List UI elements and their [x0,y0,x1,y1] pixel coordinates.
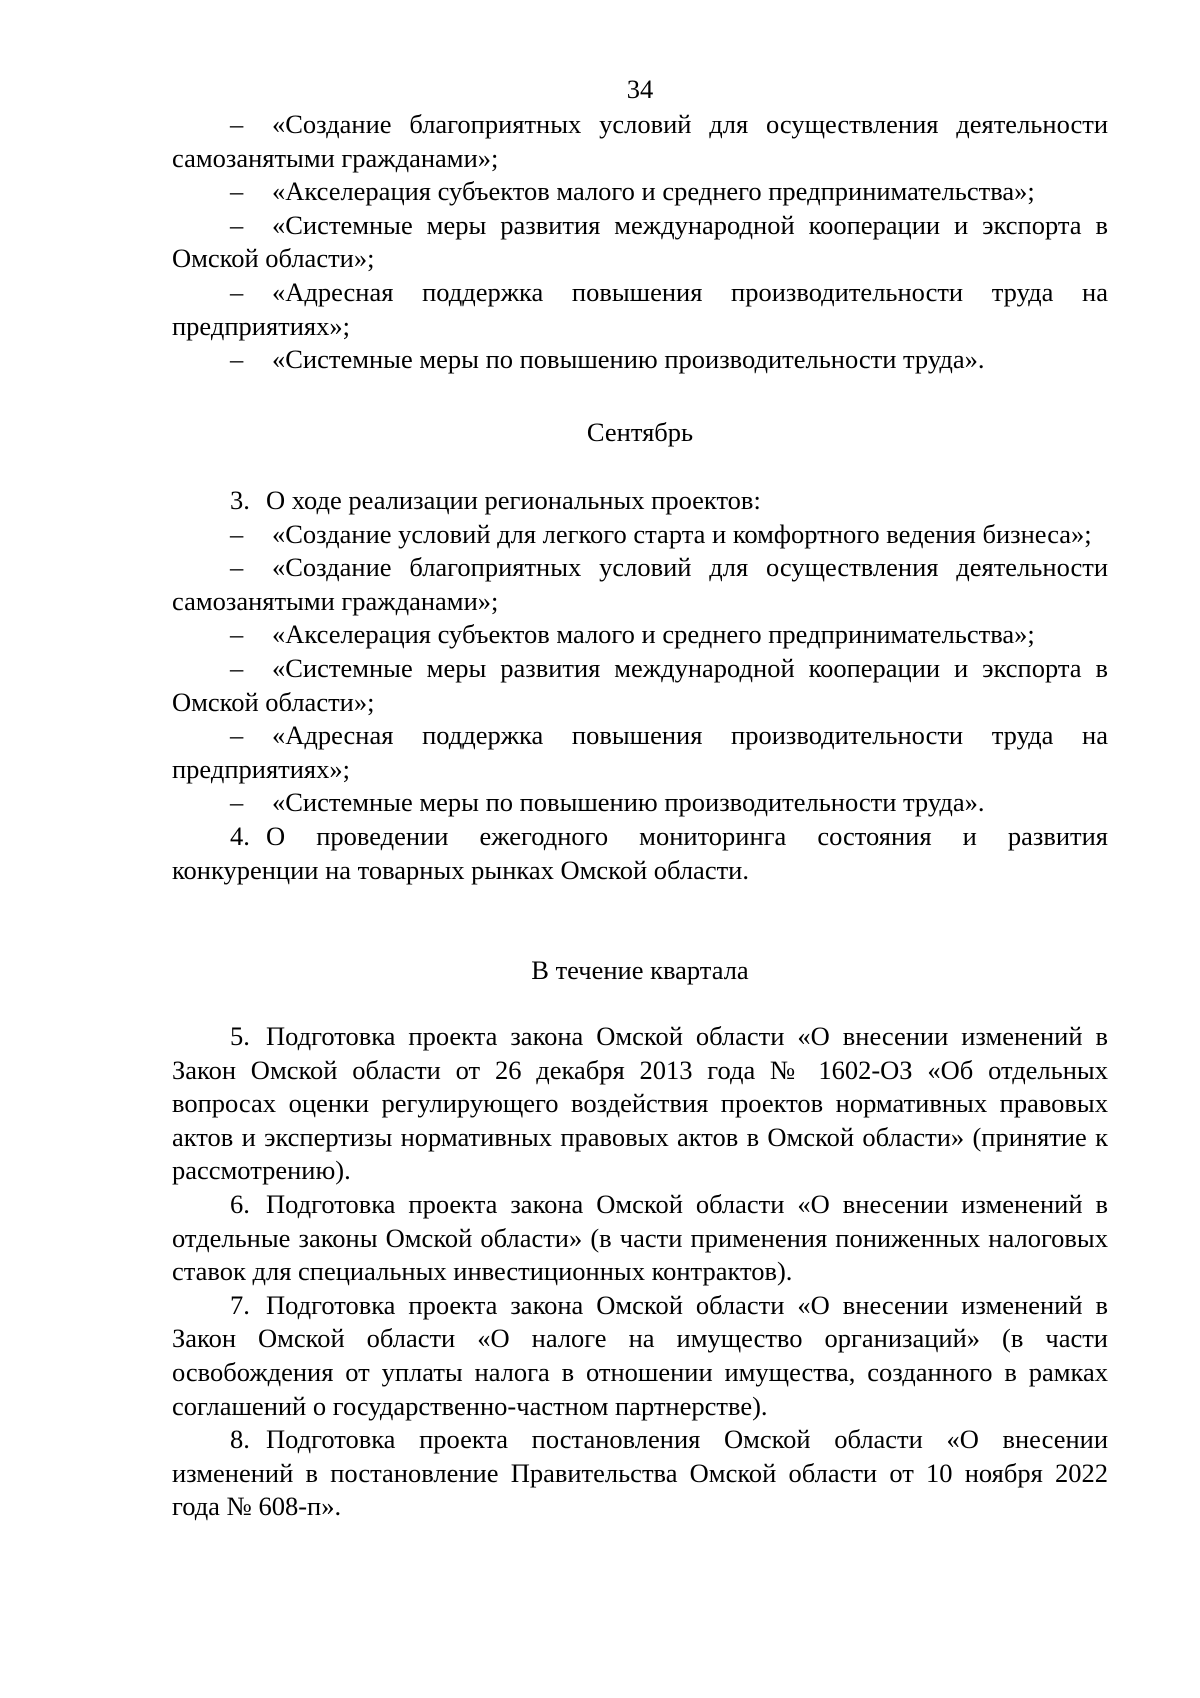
list-item: – «Адресная поддержка повышения производительности труда на предприятиях»; [172,276,1108,341]
dash-marker: – [230,109,244,139]
dash-marker: – [230,619,244,650]
dash-marker: – [230,518,244,549]
dash-marker: – [230,720,244,751]
dash-marker: – [230,552,244,583]
section-september-list [172,484,1108,887]
numbered-item: 3. О ходе реализации региональных проектов: [172,484,1108,518]
heading-quarter-block [172,954,1108,988]
section-heading: В течение квартала [531,955,749,985]
list-item: – «Акселерация субъектов малого и среднего предпринимательства»; [172,175,1108,209]
dash-marker: – [230,176,244,207]
list-item: – «Создание благоприятных условий для осуществления деятельности самозанятыми гражданами»; [172,109,1108,173]
dash-marker: – [230,652,244,683]
page-number: 34 [626,74,654,104]
item-number: 7. [230,1289,250,1320]
list-item: – «Создание условий для легкого старта и комфортного ведения бизнеса»; [172,518,1108,552]
list-item: – «Системные меры развития международной кооперации и экспорта в Омской области»; [172,652,1108,717]
numbered-item: 8. Подготовка проекта постановления Омской области «О внесении изменений в постановление Правительства Омской области от 10 ноября 2022 года № 608-п». [172,1424,1108,1522]
item-number: 6. [230,1188,250,1219]
item-number: 8. [230,1424,250,1455]
list-item: – «Адресная поддержка повышения производительности труда на предприятиях»; [172,720,1108,784]
item-number: 4. [230,820,250,851]
list-item: – «Создание благоприятных условий для осуществления деятельности самозанятыми гражданами»; [172,552,1108,616]
numbered-item: 5. Подготовка проекта закона Омской области «О внесении изменений в Закон Омской области от 26 декабря 2013 года № 1602-ОЗ «Об отдельных вопросах оценки регулирующего воздействия проектов нормативных правовых актов и экспертизы нормативных правовых актов в Омской области» (принятие к рассмотрению). [172,1021,1108,1186]
item-number: 5. [230,1021,250,1051]
item-number: 3. [230,485,250,515]
numbered-item: 6. Подготовка проекта закона Омской области «О внесении изменений в отдельные законы Омской области» (в части применения пониженных налоговых ставок для специальных инвестиционных контрактов). [172,1188,1108,1287]
numbered-item: 4. О проведении ежегодного мониторинга состояния и развития конкуренции на товарных рынках Омской области. [172,820,1108,885]
list-item: – «Акселерация субъектов малого и среднего предпринимательства»; [172,618,1108,652]
list-item: – «Системные меры по повышению производительности труда». [172,343,1108,377]
dash-marker: – [230,344,244,375]
heading-september-block [172,416,1108,450]
section-heading: Сентябрь [586,417,694,447]
list-item: – «Системные меры развития международной кооперации и экспорта в Омской области»; [172,209,1108,274]
dash-marker: – [230,209,244,240]
dash-marker: – [230,787,244,818]
list-item: – «Системные меры по повышению производительности труда». [172,786,1108,820]
section-continued-list [172,108,1108,377]
section-quarter-list [172,1020,1108,1524]
dash-marker: – [230,276,244,307]
numbered-item: 7. Подготовка проекта закона Омской области «О внесении изменений в Закон Омской области «О налоге на имущество организаций» (в части освобождения от уплаты налога в отношении имущества, созданного в рамках соглашений о государственно-частном партнерстве). [172,1289,1108,1421]
